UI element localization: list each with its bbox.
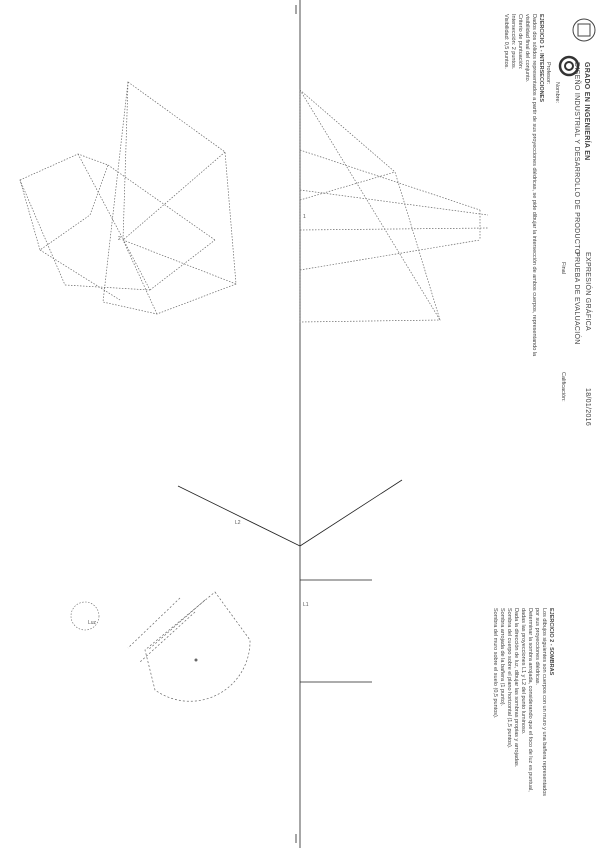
ex1-plan (300, 90, 488, 322)
ex1-score-1: Intersección: 2 puntos. (510, 14, 516, 70)
ex1-title: EJERCICIO 1 - INTERSECCIONES (538, 14, 544, 103)
label-l2: L2 (235, 520, 241, 526)
ex2-walls (178, 480, 402, 682)
ex2-title: EJERCICIO 2 - SOMBRAS (548, 608, 554, 676)
label-luz: Luz (88, 620, 97, 626)
label-l1: L1 (303, 602, 309, 608)
name-label: Nombre: (554, 82, 560, 104)
grade-label: Calificación: (560, 372, 566, 402)
ex2-statement-0: Los dibujos siguientes son cuerpos con un muro y una bañera representados (541, 608, 547, 797)
ex2-score-1: Sombra arrojada de la bañera (1 punto). (499, 608, 505, 707)
ex2-statement-1: por sus proyecciones diédricas. (534, 608, 540, 686)
exam-date: 18/01/2016 (584, 388, 591, 427)
ex1-statement: Dados dos sólidos representados a partir de sus proyecciones diédricas, se pide dibujar la intersección de ambos cuerpos, representando la (531, 14, 537, 357)
ex2-statement-3: dadas las proyecciones L1 y L2 del punto luminoso. (520, 608, 526, 735)
ex1-statement-2: visibilidad final del conjunto. (524, 14, 530, 83)
university-logo (573, 19, 595, 41)
institution-line2: DISEÑO INDUSTRIAL Y DESARROLLO DE PRODUCTO (573, 62, 580, 255)
ex2-statement-4: Dada la dirección de luz, dibujar las sombras propias y arrojadas. (513, 608, 519, 768)
ex1-score-2: Visibilidad: 0,5 puntos. (503, 14, 509, 69)
label-p1: 1 (303, 214, 306, 220)
professor-label: Profesor: (545, 62, 551, 85)
ex1-elevation (20, 82, 236, 314)
ex2-score-2: Sombra del muro sobre el suelo (0,5 puntos). (492, 608, 498, 719)
label-p2: 2 (118, 236, 121, 242)
ex2-score-0: Sombra del cuerpo sobre el plano horizontal (1,5 puntos). (506, 608, 512, 749)
convocatoria: Final (560, 262, 566, 274)
school-logo (560, 57, 578, 75)
ex1-score-0: Criterio de puntuación: (517, 14, 523, 70)
ex2-bathtub (128, 592, 250, 701)
exam-title: EXPRESIÓN GRÁFICA (584, 252, 591, 332)
ex2-statement-2: Determinar la sombra arrojada, considerando que el foco de luz es puntual, (527, 608, 533, 792)
exam-subtitle: PRUEBA DE EVALUACIÓN (573, 252, 580, 345)
institution-line1: GRADO EN INGENIERÍA EN (583, 62, 590, 161)
